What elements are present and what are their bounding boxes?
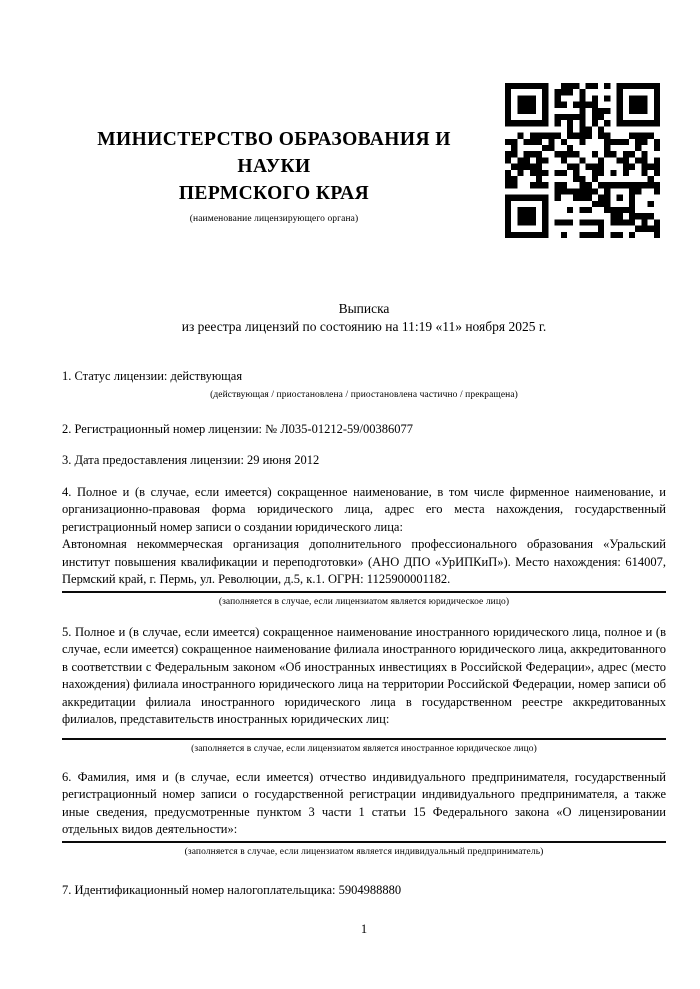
section-legal-entity (62, 484, 666, 608)
ministry-caption: (наименование лицензирующего органа) (189, 214, 359, 224)
qr-code-icon (505, 83, 660, 238)
foreign-entity-rule (62, 738, 666, 740)
section-license-status (62, 368, 666, 401)
entrepreneur-caption: (заполняется в случае, если лицензиатом является индивидуальный предприниматель) (184, 846, 544, 857)
entrepreneur-question: 6. Фамилия, имя и (в случае, если имеется) отчество индивидуального предпринимателя, государственный регистрационный номер записи о государственной регистрации индивидуального предпринимателя, а также иные сведения, предусмотренные пунктом 3 части 1 статьи 15 Федерального закона «О лицензировании отдельных видов деятельности»: (62, 769, 666, 836)
issuing-authority-header (62, 126, 486, 225)
foreign-entity-caption: (заполняется в случае, если лицензиатом является иностранное юридическое лицо) (191, 743, 537, 754)
legal-entity-question: 4. Полное и (в случае, если имеется) сокращенное наименование, в том числе фирменное наименование, и организационно-правовая форма юридического лица, адрес его места нахождения, государственный регистрационный номер записи о создании юридического лица: (62, 484, 666, 534)
ministry-name-line2: ПЕРМСКОГО КРАЯ (178, 183, 370, 204)
grant-date-text: 3. Дата предоставления лицензии: 29 июня 2012 (62, 453, 320, 467)
license-status-caption: (действующая / приостановлена / приостановлена частично / прекращена) (210, 389, 518, 400)
legal-entity-rule (62, 591, 666, 593)
document-title-line2: из реестра лицензий по состоянию на 11:19 «11» ноября 2025 г. (181, 319, 547, 334)
taxpayer-id-text: 7. Идентификационный номер налогоплательщика: 5904988880 (62, 882, 402, 897)
section-foreign-entity (62, 624, 666, 755)
document-body (62, 300, 666, 937)
entrepreneur-rule (62, 841, 666, 843)
registration-number-text: 2. Регистрационный номер лицензии: № Л035-01212-59/00386077 (62, 421, 413, 436)
section-taxpayer-id (62, 882, 666, 900)
document-title-line1: Выписка (338, 301, 390, 316)
foreign-entity-question: 5. Полное и (в случае, если имеется) сокращенное наименование иностранного юридического лица, полное и (в случае, если имеется) сокращенное наименование филиала иностранного юридического лица, аккредитованного в соответствии с Федеральным законом «Об иностранных инвестициях в Российской Федерации», адрес (место нахождения) филиала иностранного юридического лица на территории Российской Федерации, номер записи об аккредитации филиала иностранного юридического лица в государственном реестре аккредитованных филиалов, представительств иностранных юридических лиц: (62, 624, 666, 726)
section-registration-number (62, 421, 666, 439)
legal-entity-value: Автономная некоммерческая организация дополнительного профессионального образования «Уральский институт повышения квалификации и переподготовки» (АНО ДПО «УрИПКиП»). Место нахождения: 614007, Пермский край, г. Пермь, ул. Революции, д.5, к.1. ОГРН: 1125900001182. (62, 537, 666, 586)
page-number: 1 (360, 922, 368, 936)
license-status-text: 1. Статус лицензии: действующая (62, 369, 243, 383)
ministry-name-line1: МИНИСТЕРСТВО ОБРАЗОВАНИЯ И НАУКИ (97, 129, 451, 177)
document-title (62, 300, 666, 336)
section-entrepreneur (62, 769, 666, 858)
legal-entity-caption: (заполняется в случае, если лицензиатом является юридическое лицо) (218, 596, 510, 607)
section-grant-date (62, 452, 666, 470)
